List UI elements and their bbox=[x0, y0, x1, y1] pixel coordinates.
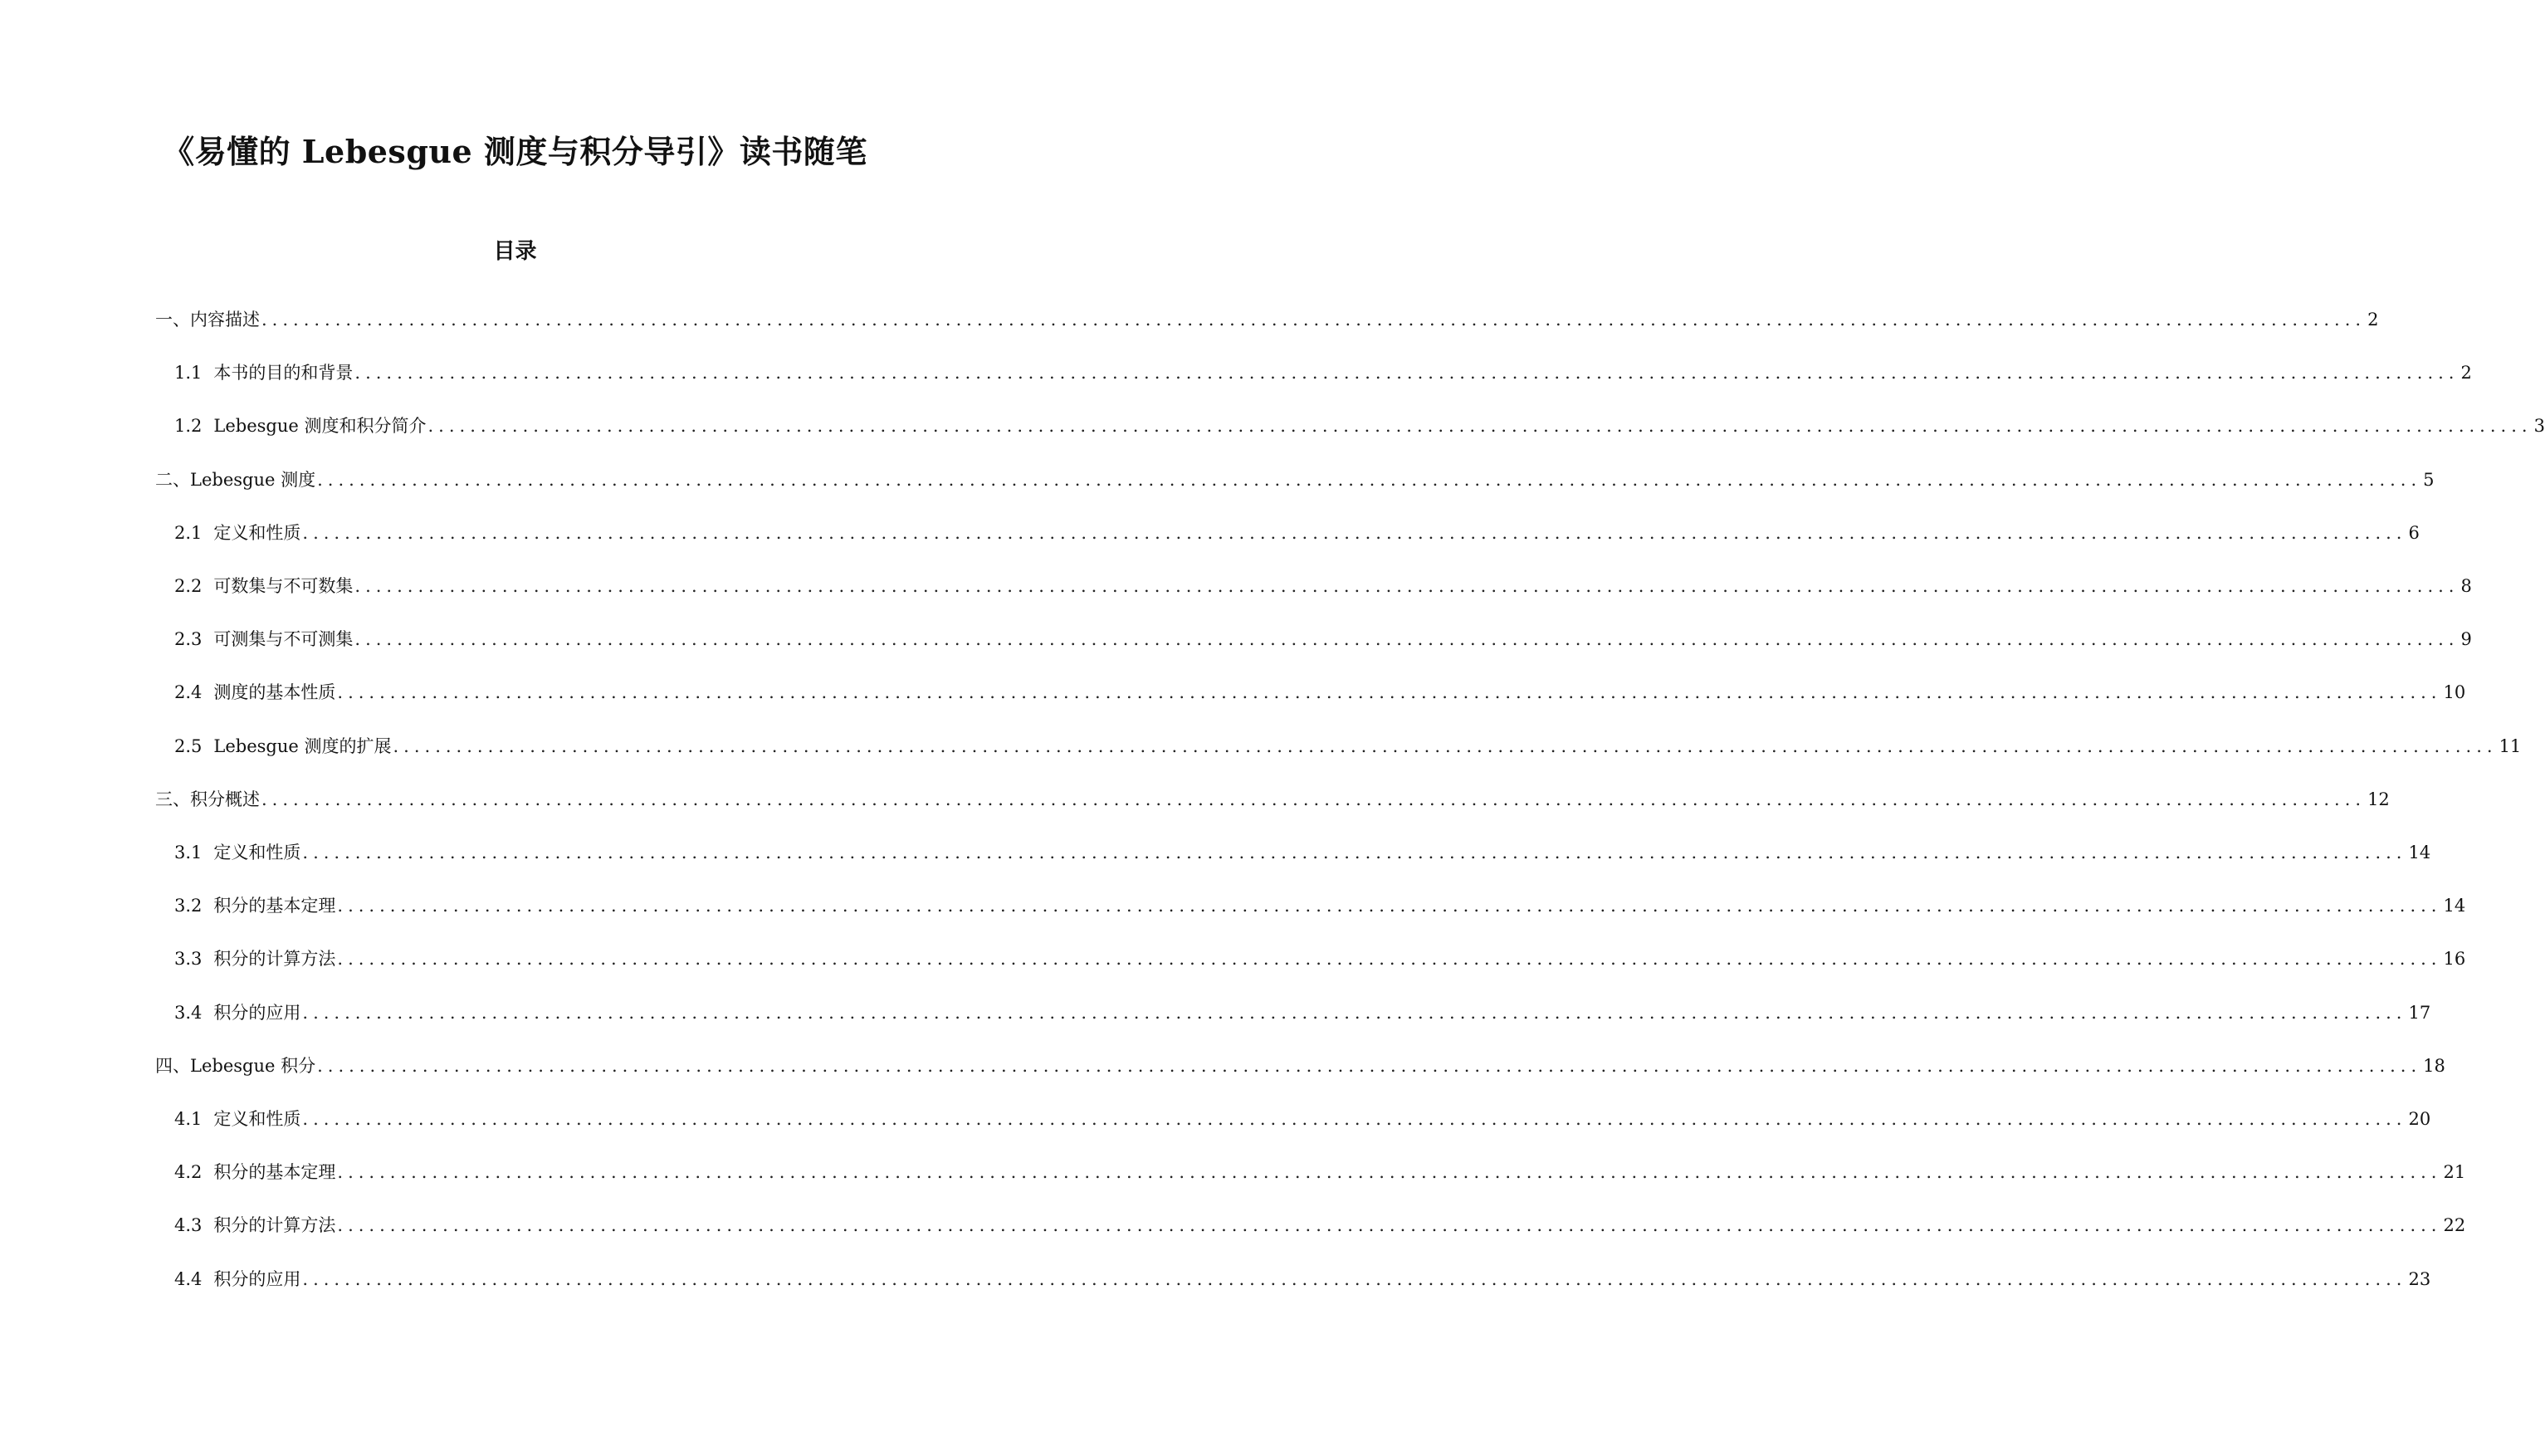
toc-chapter-entry[interactable] bbox=[155, 305, 2379, 334]
toc-page-number: 12 bbox=[2367, 789, 2390, 809]
toc-page-number: 2 bbox=[2367, 310, 2379, 330]
toc-page-number: 14 bbox=[2443, 896, 2466, 916]
toc-entry-number: 3.3 bbox=[174, 949, 203, 970]
toc-entry-number: 1.1 bbox=[174, 363, 203, 384]
toc-entry-label: Lebesgue 测度和积分简介 bbox=[213, 416, 427, 437]
toc-entry-label: 测度的基本性质 bbox=[213, 682, 336, 703]
toc-subentry[interactable] bbox=[174, 732, 2522, 760]
toc-entry-label: 积分的计算方法 bbox=[213, 1215, 336, 1236]
toc-entry-label: 可测集与不可测集 bbox=[213, 629, 354, 650]
toc-entry-number: 3.2 bbox=[174, 896, 203, 916]
toc-dot-leader: ........................................................................................................................................................................................................ bbox=[354, 576, 2460, 596]
toc-subentry[interactable] bbox=[174, 519, 2420, 547]
toc-entry-number: 4.4 bbox=[174, 1268, 203, 1289]
toc-entry-label: 本书的目的和背景 bbox=[213, 363, 354, 384]
toc-subentry[interactable] bbox=[174, 1158, 2466, 1186]
toc-subentry[interactable] bbox=[174, 412, 2545, 440]
toc-entry-label: 定义和性质 bbox=[213, 843, 301, 862]
toc-entry-number: 4.3 bbox=[174, 1215, 203, 1236]
toc-dot-leader: ........................................................................................................................................................................................................ bbox=[337, 949, 2442, 970]
toc-entry-label: 三、积分概述 bbox=[155, 789, 260, 809]
toc-dot-leader: ........................................................................................................................................................................................................ bbox=[337, 1162, 2442, 1183]
toc-entry-number: 1.2 bbox=[174, 416, 203, 437]
toc-dot-leader: ........................................................................................................................................................................................................ bbox=[261, 789, 2367, 809]
toc-dot-leader: ........................................................................................................................................................................................................ bbox=[337, 682, 2442, 703]
toc-dot-leader: ........................................................................................................................................................................................................ bbox=[261, 310, 2367, 330]
toc-page-number: 14 bbox=[2408, 843, 2431, 862]
toc-dot-leader: ........................................................................................................................................................................................................ bbox=[393, 735, 2498, 756]
toc-entry-number: 2.3 bbox=[174, 629, 203, 650]
toc-subentry[interactable] bbox=[174, 1211, 2466, 1239]
toc-dot-leader: ........................................................................................................................................................................................................ bbox=[354, 363, 2460, 384]
toc-entry-number: 3.4 bbox=[174, 1002, 203, 1023]
toc-subentry[interactable] bbox=[174, 838, 2431, 867]
toc-dot-leader: ........................................................................................................................................................................................................ bbox=[302, 522, 2407, 543]
toc-page-number: 21 bbox=[2443, 1162, 2466, 1183]
toc-dot-leader: ........................................................................................................................................................................................................ bbox=[302, 1268, 2407, 1289]
toc-dot-leader: ........................................................................................................................................................................................................ bbox=[302, 1109, 2407, 1129]
toc-subentry[interactable] bbox=[174, 1265, 2431, 1293]
document-title: 《易懂的 Lebesgue 测度与积分导引》读书随笔 bbox=[163, 133, 867, 170]
toc-subentry[interactable] bbox=[174, 892, 2466, 920]
toc-entry-number: 4.2 bbox=[174, 1162, 203, 1183]
toc-page-number: 5 bbox=[2423, 469, 2435, 490]
toc-subentry[interactable] bbox=[174, 1105, 2431, 1133]
toc-subentry[interactable] bbox=[174, 625, 2472, 653]
toc-entry-label: 可数集与不可数集 bbox=[213, 576, 354, 596]
toc-page-number: 17 bbox=[2408, 1002, 2431, 1023]
toc-subentry[interactable] bbox=[174, 678, 2466, 706]
toc-page-number: 22 bbox=[2443, 1215, 2466, 1236]
toc-page-number: 3 bbox=[2533, 416, 2545, 437]
toc-page-number: 2 bbox=[2460, 363, 2472, 384]
toc-page-number: 16 bbox=[2443, 949, 2466, 970]
toc-dot-leader: ........................................................................................................................................................................................................ bbox=[337, 1215, 2442, 1236]
toc-page-number: 6 bbox=[2408, 522, 2420, 543]
toc-entry-number: 2.4 bbox=[174, 682, 203, 703]
toc-entry-number: 2.1 bbox=[174, 522, 203, 543]
toc-page-number: 8 bbox=[2460, 576, 2472, 596]
toc-chapter-entry[interactable] bbox=[155, 1052, 2445, 1080]
toc-entry-number: 4.1 bbox=[174, 1109, 203, 1129]
toc-page-number: 20 bbox=[2408, 1109, 2431, 1129]
toc-dot-leader: ........................................................................................................................................................................................................ bbox=[317, 1055, 2422, 1076]
toc-page-number: 11 bbox=[2499, 735, 2522, 756]
toc-dot-leader: ........................................................................................................................................................................................................ bbox=[317, 469, 2422, 490]
toc-page-number: 9 bbox=[2460, 629, 2472, 650]
toc-subentry[interactable] bbox=[174, 359, 2472, 387]
toc-dot-leader: ........................................................................................................................................................................................................ bbox=[302, 843, 2407, 862]
toc-dot-leader: ........................................................................................................................................................................................................ bbox=[354, 629, 2460, 650]
toc-entry-label: 积分的计算方法 bbox=[213, 949, 336, 970]
toc-heading: 目录 bbox=[493, 239, 537, 264]
toc-entry-label: 一、内容描述 bbox=[155, 310, 260, 330]
toc-subentry[interactable] bbox=[174, 945, 2466, 973]
toc-dot-leader: ........................................................................................................................................................................................................ bbox=[427, 416, 2533, 437]
toc-chapter-entry[interactable] bbox=[155, 466, 2435, 494]
toc-dot-leader: ........................................................................................................................................................................................................ bbox=[302, 1002, 2407, 1023]
toc-entry-label: 积分的基本定理 bbox=[213, 1162, 336, 1183]
toc-chapter-entry[interactable] bbox=[155, 785, 2390, 814]
toc-entry-label: 积分的基本定理 bbox=[213, 896, 336, 916]
toc-entry-number: 3.1 bbox=[174, 843, 203, 862]
toc-entry-label: 积分的应用 bbox=[213, 1268, 301, 1289]
toc-subentry[interactable] bbox=[174, 572, 2472, 600]
toc-page-number: 10 bbox=[2443, 682, 2466, 703]
toc-entry-number: 2.2 bbox=[174, 576, 203, 596]
toc-entry-label: 定义和性质 bbox=[213, 522, 301, 543]
toc-page-number: 23 bbox=[2408, 1268, 2431, 1289]
toc-entry-label: 定义和性质 bbox=[213, 1109, 301, 1129]
toc-entry-label: 积分的应用 bbox=[213, 1002, 301, 1023]
toc-entry-label: 四、Lebesgue 积分 bbox=[155, 1055, 316, 1076]
toc-dot-leader: ........................................................................................................................................................................................................ bbox=[337, 896, 2442, 916]
toc-entry-number: 2.5 bbox=[174, 735, 203, 756]
toc-subentry[interactable] bbox=[174, 999, 2431, 1027]
toc-entry-label: 二、Lebesgue 测度 bbox=[155, 469, 316, 490]
toc-entry-label: Lebesgue 测度的扩展 bbox=[213, 735, 392, 756]
toc-page-number: 18 bbox=[2423, 1055, 2445, 1076]
